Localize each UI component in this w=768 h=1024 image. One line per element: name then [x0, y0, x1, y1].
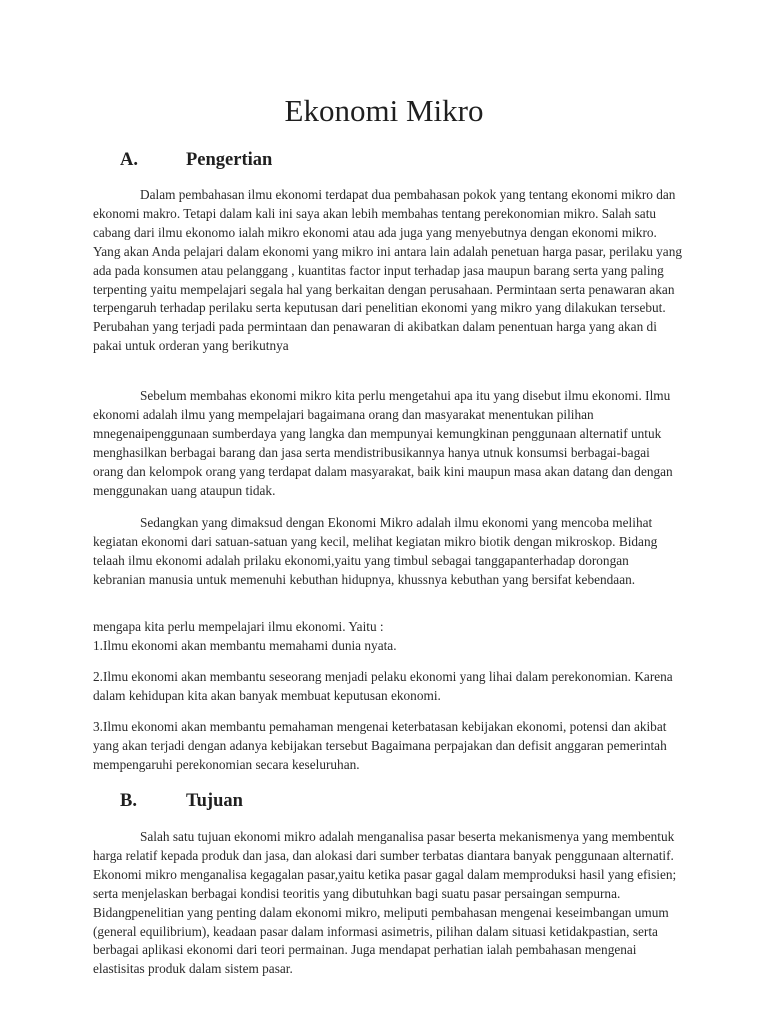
section-a-paragraph-1	[93, 186, 683, 356]
section-a-heading	[120, 150, 272, 171]
section-b-letter: B.	[120, 791, 137, 811]
section-a-paragraph-3	[93, 514, 683, 590]
why-intro-text: mengapa kita perlu mempelajari ilmu ekonomi. Yaitu :	[93, 619, 384, 634]
section-a-letter: A.	[120, 150, 138, 170]
section-b-paragraph	[93, 828, 683, 979]
paragraph-text: Dalam pembahasan ilmu ekonomi terdapat dua pembahasan pokok yang tentang ekonomi mikro dan ekonomi makro. Tetapi dalam kali ini saya akan lebih membahas tentang perekonomian mikro. Salah satu cabang dari ilmu ekonomo ialah mikro ekonomi atau ada juga yang menyebutnya dengan ekonomi mikro. Yang akan Anda pelajari dalam ekonomi yang mikro ini antara lain adalah penetuan harga pasar, perilaku yang ada pada konsumen atau pelanggang , kuantitas factor input terhadap jasa maupun barang serta yang paling terpenting yaitu mempelajari segala hal yang berkaitan dengan perusahaan. Permintaan serta penawaran akan terpengaruh terhadap perilaku serta keputusan dari penelitian ekonomi yang mikro yang dilakukan tersebut. Perubahan yang terjadi pada permintaan dan penawaran di akibatkan dalam penentuan harga yang akan di pakai untuk orderan yang berikutnya	[93, 187, 683, 354]
why-item-1: 1.Ilmu ekonomi akan membantu memahami dunia nyata.	[93, 637, 397, 653]
paragraph-text: Sedangkan yang dimaksud dengan Ekonomi Mikro adalah ilmu ekonomi yang mencoba melihat kegiatan ekonomi dari satuan-satuan yang kecil, melihat kegiatan mikro biotik dengan mikroskop. Bidang telaah ilmu ekonomi adalah prilaku ekonomi,yaitu yang timbul sebagai tanggapanterhadap dorongan kebranian manusia untuk memenuhi kebuthan hidupnya, khussnya kebuthan yang bersifat kebendaan.	[93, 515, 658, 587]
section-b-heading	[120, 791, 243, 812]
paragraph-text: Salah satu tujuan ekonomi mikro adalah menganalisa pasar beserta mekanismenya yang membentuk harga relatif kepada produk dan jasa, dan alokasi dari sumber terbatas diantara banyak penggunaan alternatif. Ekonomi mikro menganalisa kegagalan pasar,yaitu ketika pasar gagal dalam memproduksi hasil yang efisien; serta menjelaskan berbagai kondisi teoritis yang dibutuhkan bagi suatu pasar persaingan sempurna. Bidangpenelitian yang penting dalam ekonomi mikro, meliputi pembahasan mengenai keseimbangan umum (general equilibrium), keadaan pasar dalam informasi asimetris, pilihan dalam situasi ketidakpastian, serta berbagai aplikasi ekonomi dari teori permainan. Juga mendapat perhatian ialah pembahasan mengenai elastisitas produk dalam sistem pasar.	[93, 829, 677, 977]
paragraph-text: Sebelum membahas ekonomi mikro kita perlu mengetahui apa itu yang disebut ilmu ekonomi. Ilmu ekonomi adalah ilmu yang mempelajari bagaimana orang dan masyarakat menentukan pilihan mnegenaipenggunaan sumberdaya yang langka dan mempunyai kemungkinan penggunaan alternatif untuk menghasilkan berbagai barang dan jasa serta mendistribusikannya hanya utnuk konsumsi berbagai-bagai orang dan kelompok orang yang terdapat dalam masyarakat, baik kini maupun masa akan datang dan dengan menggunakan uang ataupun tidak.	[93, 388, 673, 498]
why-intro	[93, 618, 683, 656]
section-b-title: Tujuan	[186, 791, 243, 811]
why-item-3-block	[93, 718, 683, 775]
section-a-paragraph-2	[93, 387, 683, 500]
section-a-title: Pengertian	[186, 150, 273, 170]
why-item-2: 2.Ilmu ekonomi akan membantu seseorang menjadi pelaku ekonomi yang lihai dalam perekonomian. Karena dalam kehidupan kita akan banyak membuat keputusan ekonomi.	[93, 669, 673, 703]
document-title: Ekonomi Mikro	[284, 93, 484, 128]
why-item-3: 3.Ilmu ekonomi akan membantu pemahaman mengenai keterbatasan kebijakan ekonomi, potensi dan akibat yang akan terjadi dengan adanya kebijakan tersebut Bagaimana perpajakan dan defisit anggaran pemerintah mempengaruhi perekonomian secara keseluruhan.	[93, 719, 667, 772]
why-item-2-block	[93, 668, 683, 706]
